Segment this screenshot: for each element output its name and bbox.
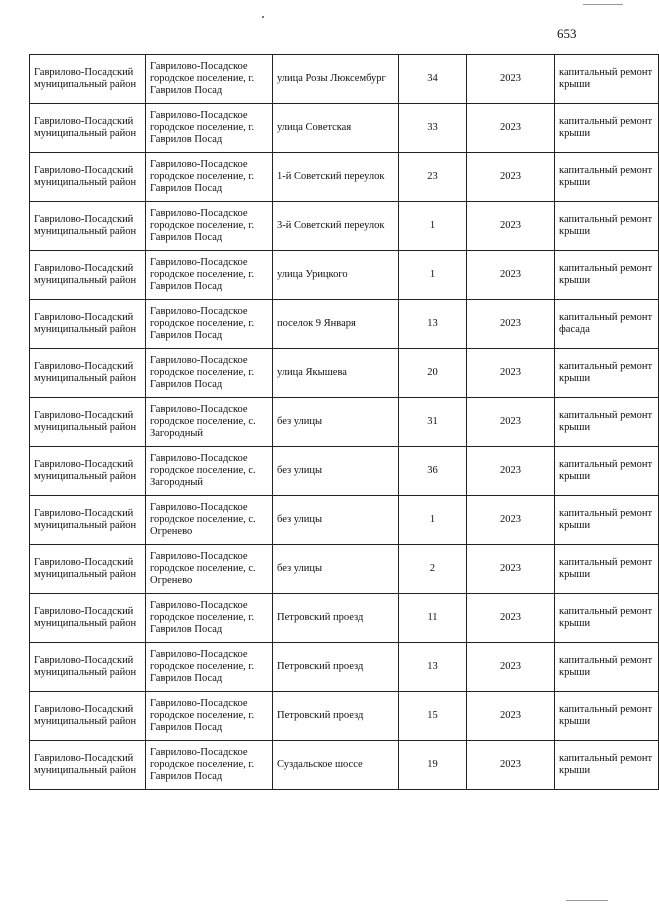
- work-type-cell: капитальный ремонт крыши: [555, 349, 659, 398]
- street-cell: улица Якышева: [273, 349, 399, 398]
- settlement-cell: Гаврилово-Посадское городское поселение, с. Огренево: [146, 496, 273, 545]
- table-row: [30, 202, 659, 251]
- street-cell: Петровский проезд: [273, 594, 399, 643]
- house-number-cell: 31: [399, 398, 467, 447]
- year-cell: 2023: [467, 300, 555, 349]
- work-type-cell: капитальный ремонт крыши: [555, 202, 659, 251]
- street-cell: без улицы: [273, 496, 399, 545]
- work-type-cell: капитальный ремонт крыши: [555, 104, 659, 153]
- district-cell: Гаврилово-Посадский муниципальный район: [30, 496, 146, 545]
- year-cell: 2023: [467, 447, 555, 496]
- work-type-cell: капитальный ремонт крыши: [555, 55, 659, 104]
- table-row: [30, 104, 659, 153]
- street-cell: 3-й Советский переулок: [273, 202, 399, 251]
- street-cell: Петровский проезд: [273, 643, 399, 692]
- table-row: [30, 251, 659, 300]
- street-cell: поселок 9 Января: [273, 300, 399, 349]
- settlement-cell: Гаврилово-Посадское городское поселение, г. Гаврилов Посад: [146, 349, 273, 398]
- district-cell: Гаврилово-Посадский муниципальный район: [30, 447, 146, 496]
- street-cell: без улицы: [273, 398, 399, 447]
- year-cell: 2023: [467, 398, 555, 447]
- settlement-cell: Гаврилово-Посадское городское поселение, с. Загородный: [146, 398, 273, 447]
- year-cell: 2023: [467, 496, 555, 545]
- district-cell: Гаврилово-Посадский муниципальный район: [30, 251, 146, 300]
- table-row: [30, 398, 659, 447]
- house-number-cell: 1: [399, 202, 467, 251]
- house-number-cell: 19: [399, 741, 467, 790]
- district-cell: Гаврилово-Посадский муниципальный район: [30, 741, 146, 790]
- year-cell: 2023: [467, 594, 555, 643]
- table-row: [30, 594, 659, 643]
- settlement-cell: Гаврилово-Посадское городское поселение, с. Загородный: [146, 447, 273, 496]
- district-cell: Гаврилово-Посадский муниципальный район: [30, 55, 146, 104]
- scan-artifact-bottom-right: [566, 900, 608, 901]
- settlement-cell: Гаврилово-Посадское городское поселение, г. Гаврилов Посад: [146, 643, 273, 692]
- table-row: [30, 55, 659, 104]
- year-cell: 2023: [467, 741, 555, 790]
- work-type-cell: капитальный ремонт крыши: [555, 741, 659, 790]
- district-cell: Гаврилово-Посадский муниципальный район: [30, 545, 146, 594]
- table-row: [30, 643, 659, 692]
- street-cell: Петровский проезд: [273, 692, 399, 741]
- district-cell: Гаврилово-Посадский муниципальный район: [30, 300, 146, 349]
- district-cell: Гаврилово-Посадский муниципальный район: [30, 349, 146, 398]
- settlement-cell: Гаврилово-Посадское городское поселение, г. Гаврилов Посад: [146, 594, 273, 643]
- work-type-cell: капитальный ремонт крыши: [555, 643, 659, 692]
- work-type-cell: капитальный ремонт крыши: [555, 545, 659, 594]
- year-cell: 2023: [467, 104, 555, 153]
- table-row: [30, 692, 659, 741]
- table-row: [30, 153, 659, 202]
- year-cell: 2023: [467, 55, 555, 104]
- work-type-cell: капитальный ремонт крыши: [555, 594, 659, 643]
- year-cell: 2023: [467, 349, 555, 398]
- house-number-cell: 13: [399, 643, 467, 692]
- district-cell: Гаврилово-Посадский муниципальный район: [30, 594, 146, 643]
- settlement-cell: Гаврилово-Посадское городское поселение, г. Гаврилов Посад: [146, 692, 273, 741]
- house-number-cell: 1: [399, 496, 467, 545]
- page-number: 653: [557, 26, 577, 41]
- street-cell: улица Розы Люксембург: [273, 55, 399, 104]
- table-row: [30, 741, 659, 790]
- street-cell: без улицы: [273, 447, 399, 496]
- table-row: [30, 545, 659, 594]
- year-cell: 2023: [467, 251, 555, 300]
- settlement-cell: Гаврилово-Посадское городское поселение, с. Огренево: [146, 545, 273, 594]
- street-cell: улица Урицкого: [273, 251, 399, 300]
- year-cell: 2023: [467, 692, 555, 741]
- scan-artifact-top-right: [583, 4, 623, 5]
- table-row: [30, 447, 659, 496]
- year-cell: 2023: [467, 643, 555, 692]
- house-number-cell: 36: [399, 447, 467, 496]
- scan-artifact-dot: [262, 16, 264, 18]
- house-number-cell: 13: [399, 300, 467, 349]
- house-number-cell: 34: [399, 55, 467, 104]
- year-cell: 2023: [467, 202, 555, 251]
- district-cell: Гаврилово-Посадский муниципальный район: [30, 692, 146, 741]
- street-cell: Суздальское шоссе: [273, 741, 399, 790]
- house-number-cell: 20: [399, 349, 467, 398]
- work-type-cell: капитальный ремонт крыши: [555, 398, 659, 447]
- work-type-cell: капитальный ремонт крыши: [555, 251, 659, 300]
- work-type-cell: капитальный ремонт крыши: [555, 447, 659, 496]
- year-cell: 2023: [467, 545, 555, 594]
- table-row: [30, 496, 659, 545]
- table-body: [30, 55, 659, 790]
- settlement-cell: Гаврилово-Посадское городское поселение, г. Гаврилов Посад: [146, 153, 273, 202]
- table-row: [30, 349, 659, 398]
- table-row: [30, 300, 659, 349]
- district-cell: Гаврилово-Посадский муниципальный район: [30, 153, 146, 202]
- street-cell: 1-й Советский переулок: [273, 153, 399, 202]
- street-cell: без улицы: [273, 545, 399, 594]
- repair-schedule-table: [29, 54, 659, 790]
- street-cell: улица Советская: [273, 104, 399, 153]
- work-type-cell: капитальный ремонт крыши: [555, 496, 659, 545]
- work-type-cell: капитальный ремонт крыши: [555, 153, 659, 202]
- house-number-cell: 23: [399, 153, 467, 202]
- work-type-cell: капитальный ремонт фасада: [555, 300, 659, 349]
- district-cell: Гаврилово-Посадский муниципальный район: [30, 398, 146, 447]
- house-number-cell: 2: [399, 545, 467, 594]
- settlement-cell: Гаврилово-Посадское городское поселение, г. Гаврилов Посад: [146, 104, 273, 153]
- house-number-cell: 1: [399, 251, 467, 300]
- house-number-cell: 33: [399, 104, 467, 153]
- settlement-cell: Гаврилово-Посадское городское поселение, г. Гаврилов Посад: [146, 300, 273, 349]
- year-cell: 2023: [467, 153, 555, 202]
- district-cell: Гаврилово-Посадский муниципальный район: [30, 643, 146, 692]
- work-type-cell: капитальный ремонт крыши: [555, 692, 659, 741]
- house-number-cell: 15: [399, 692, 467, 741]
- settlement-cell: Гаврилово-Посадское городское поселение, г. Гаврилов Посад: [146, 202, 273, 251]
- district-cell: Гаврилово-Посадский муниципальный район: [30, 202, 146, 251]
- house-number-cell: 11: [399, 594, 467, 643]
- district-cell: Гаврилово-Посадский муниципальный район: [30, 104, 146, 153]
- settlement-cell: Гаврилово-Посадское городское поселение, г. Гаврилов Посад: [146, 251, 273, 300]
- settlement-cell: Гаврилово-Посадское городское поселение, г. Гаврилов Посад: [146, 55, 273, 104]
- settlement-cell: Гаврилово-Посадское городское поселение, г. Гаврилов Посад: [146, 741, 273, 790]
